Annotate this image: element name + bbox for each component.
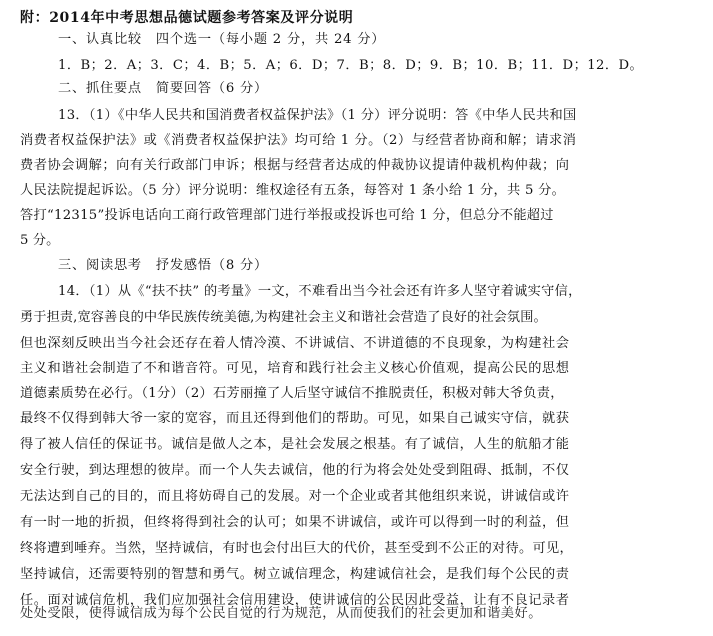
q14-line-4: 主义和谐社会制造了不和谐音符。可见，培育和践行社会主义核心价值观，提高公民的思想 bbox=[20, 361, 570, 376]
q13-line-2: 消费者权益保护法》或《消费者权益保护法》均可给 1 分。（2）与经营者协商和解；请求消 bbox=[20, 133, 577, 148]
q13-line-1: 13．（1）《中华人民共和国消费者权益保护法》（1 分）评分说明：答《中华人民共和国 bbox=[58, 108, 577, 123]
q14-line-10: 有一时一地的折损，但终将得到社会的认可；如果不讲诚信，或许可以得到一时的利益，但 bbox=[20, 515, 570, 530]
q14-line-2: 勇于担责,宽容善良的中华民族传统美德,为构建社会主义和谐社会营造了良好的社会氛围。 bbox=[20, 310, 547, 325]
q14-line-11: 终将遭到唾弃。当然，坚持诚信，有时也会付出巨大的代价，甚至受到不公正的对待。可见， bbox=[20, 541, 573, 556]
q14-line-13: 任。面对诚信危机，我们应加强社会信用建设，使讲诚信的公民因此受益，让有不良记录者 bbox=[20, 593, 570, 608]
q14-line-14-text: 处处受限，使得诚信成为每个公民自觉的行为规范，从而使我们的社会更加和谐美好。 bbox=[20, 606, 543, 621]
q14-line-7: 得了被人信任的保证书。诚信是做人之本，是社会发展之根基。有了诚信，人生的航船才能 bbox=[20, 437, 570, 452]
q14-line-14-cut bbox=[20, 606, 626, 624]
q13-line-4: 人民法院提起诉讼。（5 分）评分说明：维权途径有五条，每答对 1 条小给 1 分，共 5 分。 bbox=[20, 183, 566, 198]
q13-line-5: 答打“12315”投诉电话向工商行政管理部门进行举报或投诉也可给 1 分，但总分不能超过 bbox=[20, 208, 554, 223]
q13-line-3: 费者协会调解；向有关行政部门申诉；根据与经营者达成的仲裁协议提请仲裁机构仲裁；向 bbox=[20, 158, 570, 173]
q14-line-3: 但也深刻反映出当今社会还存在着人情冷漠、不讲诚信、不讲道德的不良现象，为构建社会 bbox=[20, 336, 570, 351]
section1-answers: 1．B；2．A；3．C；4．B；5．A；6．D；7．B；8．D；9．B；10．B；11．D；12．D。 bbox=[58, 58, 644, 73]
q14-line-8: 安全行驶，到达理想的彼岸。而一个人失去诚信，他的行为将会处处受到阻碍、抵制，不仅 bbox=[20, 463, 570, 478]
q14-line-5: 道德素质势在必行。（1分）（2）石芳丽撞了人后坚守诚信不推脱责任，积极对韩大爷负责， bbox=[20, 386, 564, 401]
q13-line-6: 5 分。 bbox=[20, 233, 60, 248]
section3-heading: 三、阅读思考 抒发感悟（8 分） bbox=[58, 258, 269, 273]
q14-line-12: 坚持诚信，还需要特别的智慧和勇气。树立诚信理念，构建诚信社会，是我们每个公民的责 bbox=[20, 567, 570, 582]
section2-heading: 二、抓住要点 简要回答（6 分） bbox=[58, 81, 269, 96]
q14-line-6: 最终不仅得到韩大爷一家的宽容，而且还得到他们的帮助。可见，如果自己诚实守信，就获 bbox=[20, 411, 570, 426]
document-title: 附：2014年中考思想品德试题参考答案及评分说明 bbox=[20, 10, 354, 26]
q14-line-1: 14．（1）从《“扶不扶” 的考量》一文，不难看出当今社会还有许多人坚守着诚实守信， bbox=[58, 284, 582, 299]
q14-line-9: 无法达到自己的目的，而且将妨碍自己的发展。对一个企业或者其他组织来说，讲诚信或许 bbox=[20, 489, 570, 504]
section1-heading: 一、认真比较 四个选一（每小题 2 分，共 24 分） bbox=[58, 32, 386, 47]
